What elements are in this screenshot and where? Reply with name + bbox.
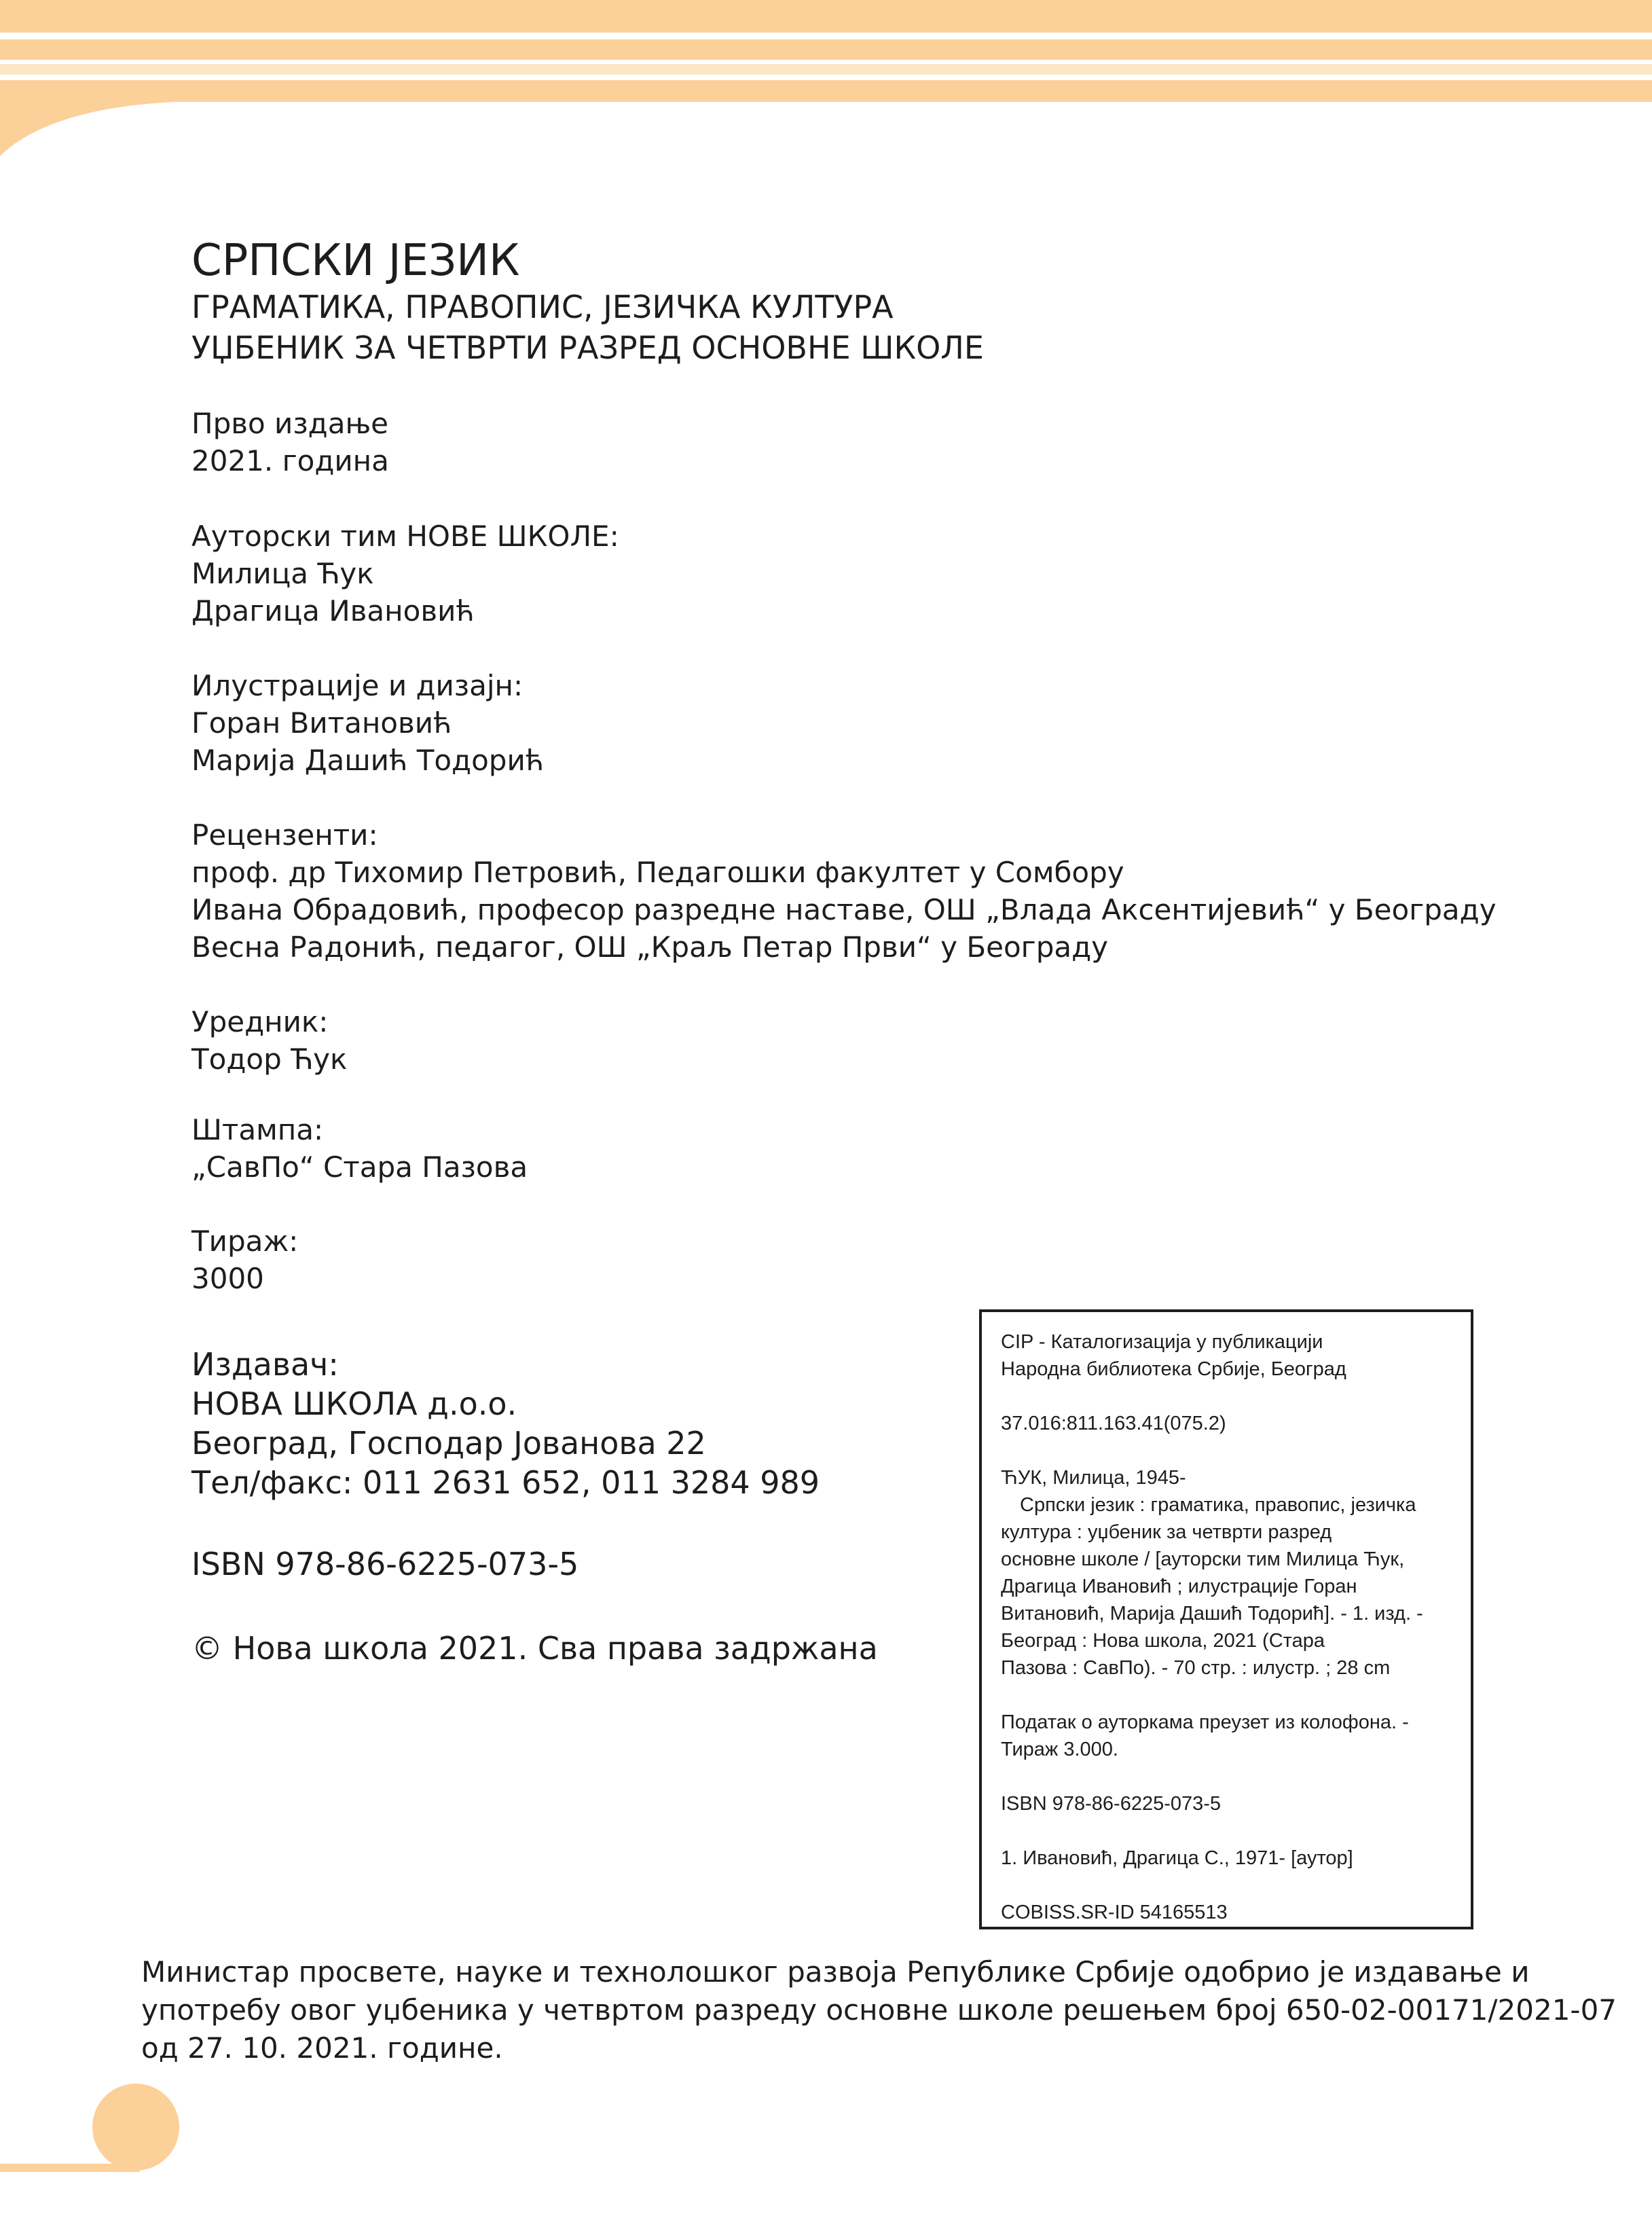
authors-block — [191, 518, 619, 630]
cip-line: Витановић, Марија Дашић Тодорић]. - 1. изд. - — [1001, 1603, 1423, 1625]
circulation-value: 3000 — [191, 1262, 264, 1295]
cip-line: Податак о ауторкама преузет из колофона. - — [1001, 1711, 1409, 1733]
isbn-block — [191, 1544, 579, 1584]
book-subtitle-grade: УЏБЕНИК ЗА ЧЕТВРТИ РАЗРЕД ОСНОВНЕ ШКОЛЕ — [191, 329, 984, 366]
header-wave — [0, 80, 1652, 156]
editor-block — [191, 1003, 347, 1078]
page-number-circle — [92, 2084, 179, 2171]
cip-line: Српски језик : граматика, правопис, језичка — [1020, 1494, 1416, 1516]
editor-name: Тодор Ћук — [191, 1042, 348, 1076]
illustrator-name: Горан Витановић — [191, 706, 452, 740]
cip-isbn: ISBN 978-86-6225-073-5 — [1001, 1793, 1222, 1815]
cip-line: култура : уџбеник за четврти разред — [1001, 1521, 1332, 1543]
isbn: ISBN 978-86-6225-073-5 — [191, 1546, 579, 1582]
publisher-label: Издавач: — [191, 1346, 339, 1383]
cip-line: CIP - Каталогизација у публикацији — [1001, 1331, 1323, 1353]
publisher-block — [191, 1345, 820, 1502]
publisher-address: Београд, Господар Јованова 22 — [191, 1425, 706, 1462]
illustrations-label: Илустрације и дизајн: — [191, 669, 524, 702]
reviewer-name: Ивана Обрадовић, професор разредне наставе, ОШ „Влада Аксентијевић“ у Београду — [191, 893, 1497, 926]
edition-label: Прво издање — [191, 407, 389, 440]
author-name: Милица Ћук — [191, 557, 374, 590]
approval-line: од 27. 10. 2021. године. — [141, 2031, 503, 2065]
copyright-block — [191, 1629, 878, 1668]
cip-author: ЋУК, Милица, 1945- — [1001, 1467, 1186, 1489]
publisher-name: НОВА ШКОЛА д.о.о. — [191, 1385, 517, 1422]
approval-line: употребу овог уџбеника у четвртом разреду основне школе решењем број 650-02-00171/2021-07 — [141, 1993, 1617, 2027]
header-band — [0, 0, 1652, 33]
reviewers-label: Рецензенти: — [191, 818, 378, 852]
ministry-approval — [141, 1953, 1617, 2067]
print-value: „СавПо“ Стара Пазова — [191, 1150, 528, 1184]
print-block — [191, 1111, 528, 1186]
approval-line: Министар просвете, науке и технолошког развоја Републике Србије одобрио је издавање и — [141, 1955, 1530, 1989]
title-block — [191, 235, 984, 368]
circulation-block — [191, 1222, 298, 1297]
cip-line: Драгица Ивановић ; илустрације Горан — [1001, 1576, 1357, 1597]
edition-year: 2021. година — [191, 444, 389, 477]
cip-line: Пазова : СавПо). - 70 стр. : илустр. ; 28 cm — [1001, 1657, 1391, 1679]
reviewer-name: Весна Радонић, педагог, ОШ „Краљ Петар Први“ у Београду — [191, 930, 1109, 964]
header-stripe-1 — [0, 39, 1652, 60]
cip-box — [979, 1309, 1473, 1929]
cip-udc: 37.016:811.163.41(075.2) — [1001, 1413, 1226, 1434]
author-name: Драгица Ивановић — [191, 594, 475, 628]
reviewer-name: проф. др Тихомир Петровић, Педагошки факултет у Сомбору — [191, 856, 1124, 889]
header-stripe-2 — [0, 64, 1652, 75]
copyright: © Нова школа 2021. Сва права задржана — [191, 1630, 878, 1667]
circulation-label: Тираж: — [191, 1224, 299, 1258]
edition-block — [191, 405, 389, 479]
illustrations-block — [191, 667, 544, 779]
footer-stripe — [0, 2164, 140, 2172]
cip-line: Тираж 3.000. — [1001, 1739, 1118, 1760]
cip-line: основне школе / [ауторски тим Милица Ћук, — [1001, 1548, 1405, 1570]
reviewers-block — [191, 816, 1497, 966]
editor-label: Уредник: — [191, 1005, 329, 1038]
cip-line: Београд : Нова школа, 2021 (Стара — [1001, 1630, 1325, 1652]
cip-line: 1. Ивановић, Драгица С., 1971- [аутор] — [1001, 1847, 1353, 1869]
book-subtitle: ГРАМАТИКА, ПРАВОПИС, ЈЕЗИЧКА КУЛТУРА — [191, 289, 894, 325]
cip-line: Народна библиотека Србије, Београд — [1001, 1358, 1346, 1380]
illustrator-name: Марија Дашић Тодорић — [191, 744, 545, 777]
publisher-phone: Тел/факс: 011 2631 652, 011 3284 989 — [191, 1464, 820, 1501]
print-label: Штампа: — [191, 1113, 324, 1146]
book-title: СРПСКИ ЈЕЗИК — [191, 236, 520, 286]
cip-cobiss: COBISS.SR-ID 54165513 — [1001, 1902, 1228, 1923]
authors-label: Ауторски тим НОВЕ ШКОЛЕ: — [191, 520, 619, 553]
